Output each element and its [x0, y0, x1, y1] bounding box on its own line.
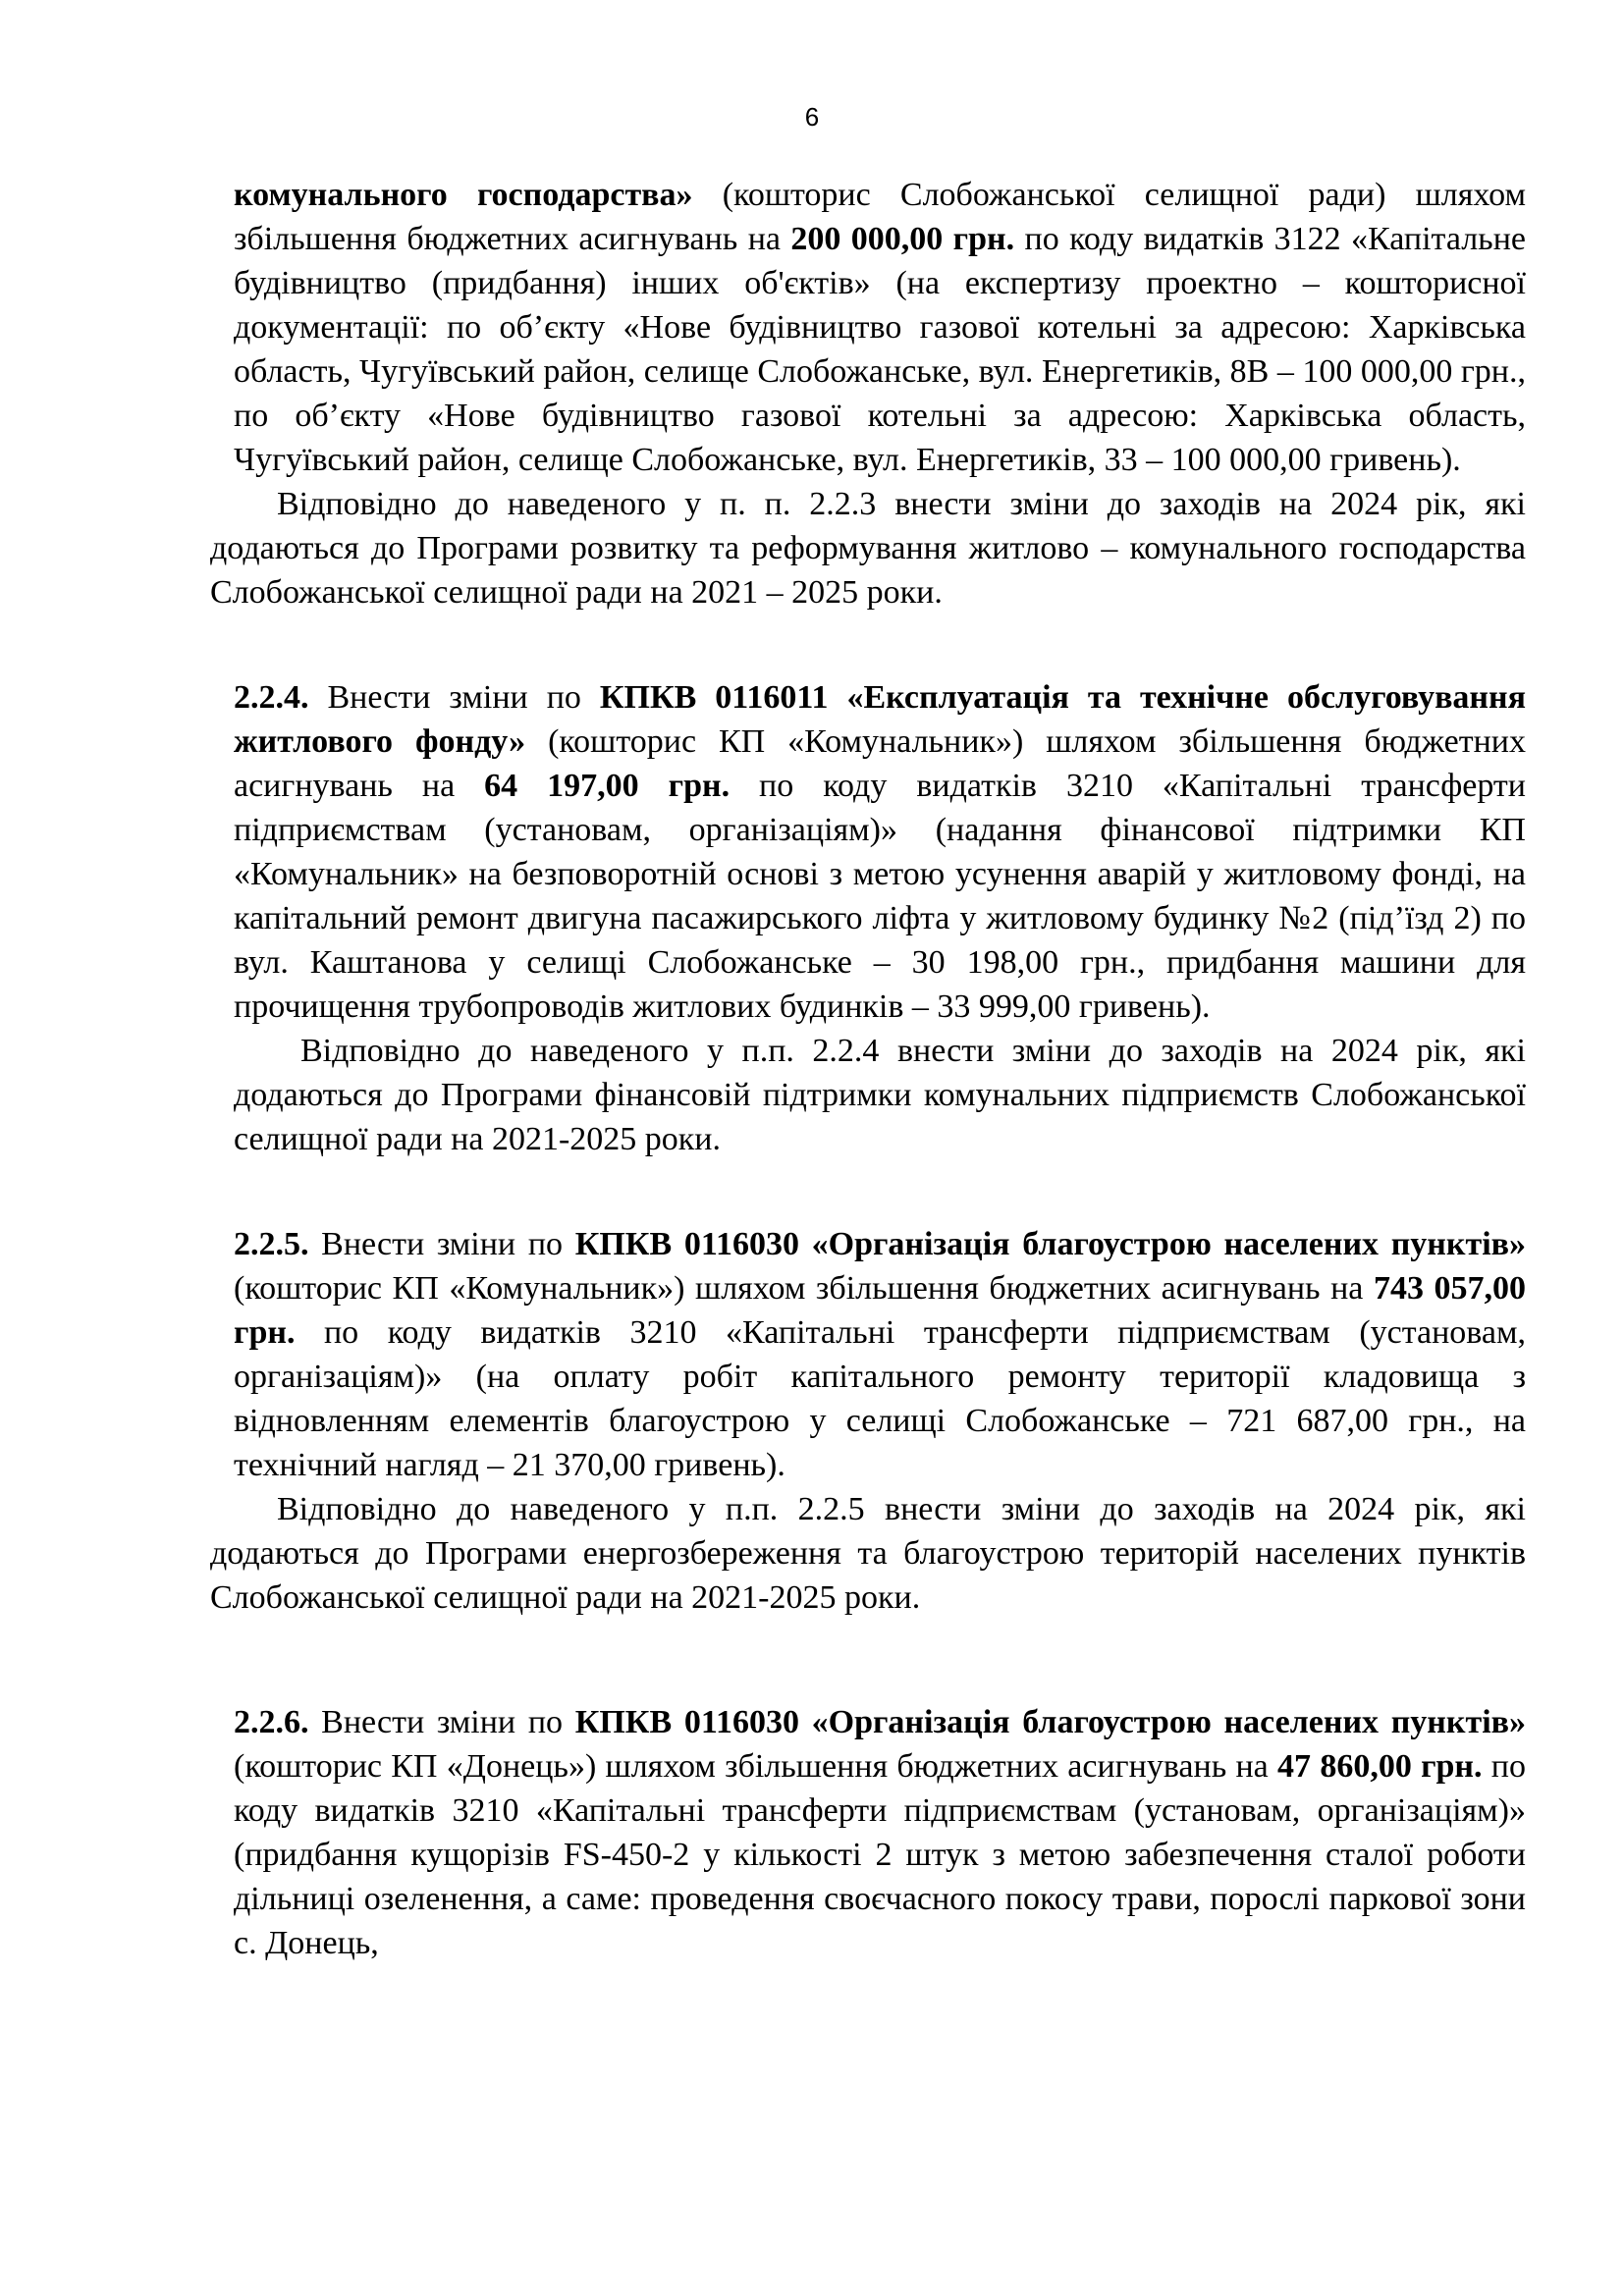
kpkv-title: КПКВ 0116030 «Організація благоустрою населених пунктів» — [574, 1226, 1527, 1262]
text-run: по коду видатків 3210 «Капітальні трансферти підприємствам (установам, організаціям)» (придбання кущорізів FS-450-2 у кількості 2 штук з метою забезпечення сталої роботи дільниці озеленення, а саме: проведення своєчасного покосу трави, порослі паркової зони с. Донець, — [234, 1748, 1526, 1961]
text-run: Внести зміни по — [308, 1226, 575, 1262]
spacer — [210, 614, 1526, 675]
amount-bold: 47 860,00 грн. — [1277, 1748, 1483, 1785]
section-number: 2.2.6. — [234, 1704, 309, 1740]
paragraph-2-2-5 — [210, 1222, 1526, 1487]
text-run: Внести зміни по — [308, 1704, 575, 1740]
spacer — [210, 1681, 1526, 1700]
text-run: Внести зміни по — [308, 679, 600, 716]
paragraph-note-2-2-4: Відповідно до наведеного у п.п. 2.2.4 внести зміни до заходів на 2024 рік, які додаються до Програми фінансовій підтримки комунальних підприємств Слобожанської селищної ради на 2021-2025 роки. — [234, 1033, 1526, 1157]
text-run: (кошторис КП «Комунальник») шляхом збільшення бюджетних асигнувань на — [234, 1270, 1374, 1307]
paragraph-2-2-3-continuation — [210, 173, 1526, 482]
paragraph-2-2-6 — [210, 1700, 1526, 1965]
bold-text: комунального господарства» — [234, 177, 693, 213]
amount-bold: 64 197,00 грн. — [484, 768, 731, 804]
paragraph-2-2-4 — [210, 675, 1526, 1029]
text-run: (кошторис КП «Комунальник») шляхом збільшення бюджетних асигнувань на — [234, 723, 1526, 804]
text-run: по коду видатків 3210 «Капітальні трансферти підприємствам (установам, організаціям)» (надання фінансової підтримки КП «Комунальник» на безповоротній основі з метою усунення аварій у житловому фонді, на капітальний ремонт двигуна пасажирського ліфта у житловому будинку №2 (під’їзд 2) по вул. Каштанова у селищі Слобожанське – 30 198,00 грн., придбання машини для прочищення трубопроводів житлових будинків – 33 999,00 гривень). — [234, 768, 1526, 1025]
kpkv-title: КПКВ 0116030 «Організація благоустрою населених пунктів» — [574, 1704, 1527, 1740]
amount-bold: 743 057,00 грн. — [234, 1270, 1527, 1351]
text-run: по коду видатків 3122 «Капітальне будівництво (придбання) інших об'єктів» (на експертизу проектно – кошторисної документації: по об’єкту «Нове будівництво газової котельні за адресою: Харківська область, Чугуївський район, селище Слобожанське, вул. Енергетиків, 8В – 100 000,00 грн., по об’єкту «Нове будівництво газової котельні за адресою: Харківська область, Чугуївський район, селище Слобожанське, вул. Енергетиків, 33 – 100 000,00 гривень). — [234, 221, 1526, 478]
spacer — [210, 1620, 1526, 1681]
document-body — [210, 173, 1526, 1965]
kpkv-title: КПКВ 0116011 «Експлуатація та технічне обслуговування житлового фонду» — [234, 679, 1527, 760]
text-run: (кошторис КП «Донець») шляхом збільшення бюджетних асигнувань на — [234, 1748, 1278, 1785]
text-run: (кошторис Слобожанської селищної ради) шляхом збільшення бюджетних асигнувань на — [234, 177, 1526, 257]
spacer — [210, 1161, 1526, 1222]
section-number: 2.2.4. — [234, 679, 309, 716]
paragraph-note-2-2-3: Відповідно до наведеного у п. п. 2.2.3 внести зміни до заходів на 2024 рік, які додаються до Програми розвитку та реформування житлово – комунального господарства Слобожанської селищної ради на 2021 – 2025 роки. — [210, 486, 1526, 611]
text-run: по коду видатків 3210 «Капітальні трансферти підприємствам (установам, організаціям)» (на оплату робіт капітального ремонту території кладовища з відновленням елементів благоустрою у селищі Слобожанське – 721 687,00 грн., на технічний нагляд – 21 370,00 гривень). — [234, 1314, 1526, 1483]
amount-bold: 200 000,00 грн. — [790, 221, 1015, 257]
page-number: 6 — [804, 102, 820, 132]
paragraph-note-2-2-5: Відповідно до наведеного у п.п. 2.2.5 внести зміни до заходів на 2024 рік, які додаються до Програми енергозбереження та благоустрою територій населених пунктів Слобожанської селищної ради на 2021-2025 роки. — [210, 1491, 1526, 1616]
section-number: 2.2.5. — [234, 1226, 309, 1262]
